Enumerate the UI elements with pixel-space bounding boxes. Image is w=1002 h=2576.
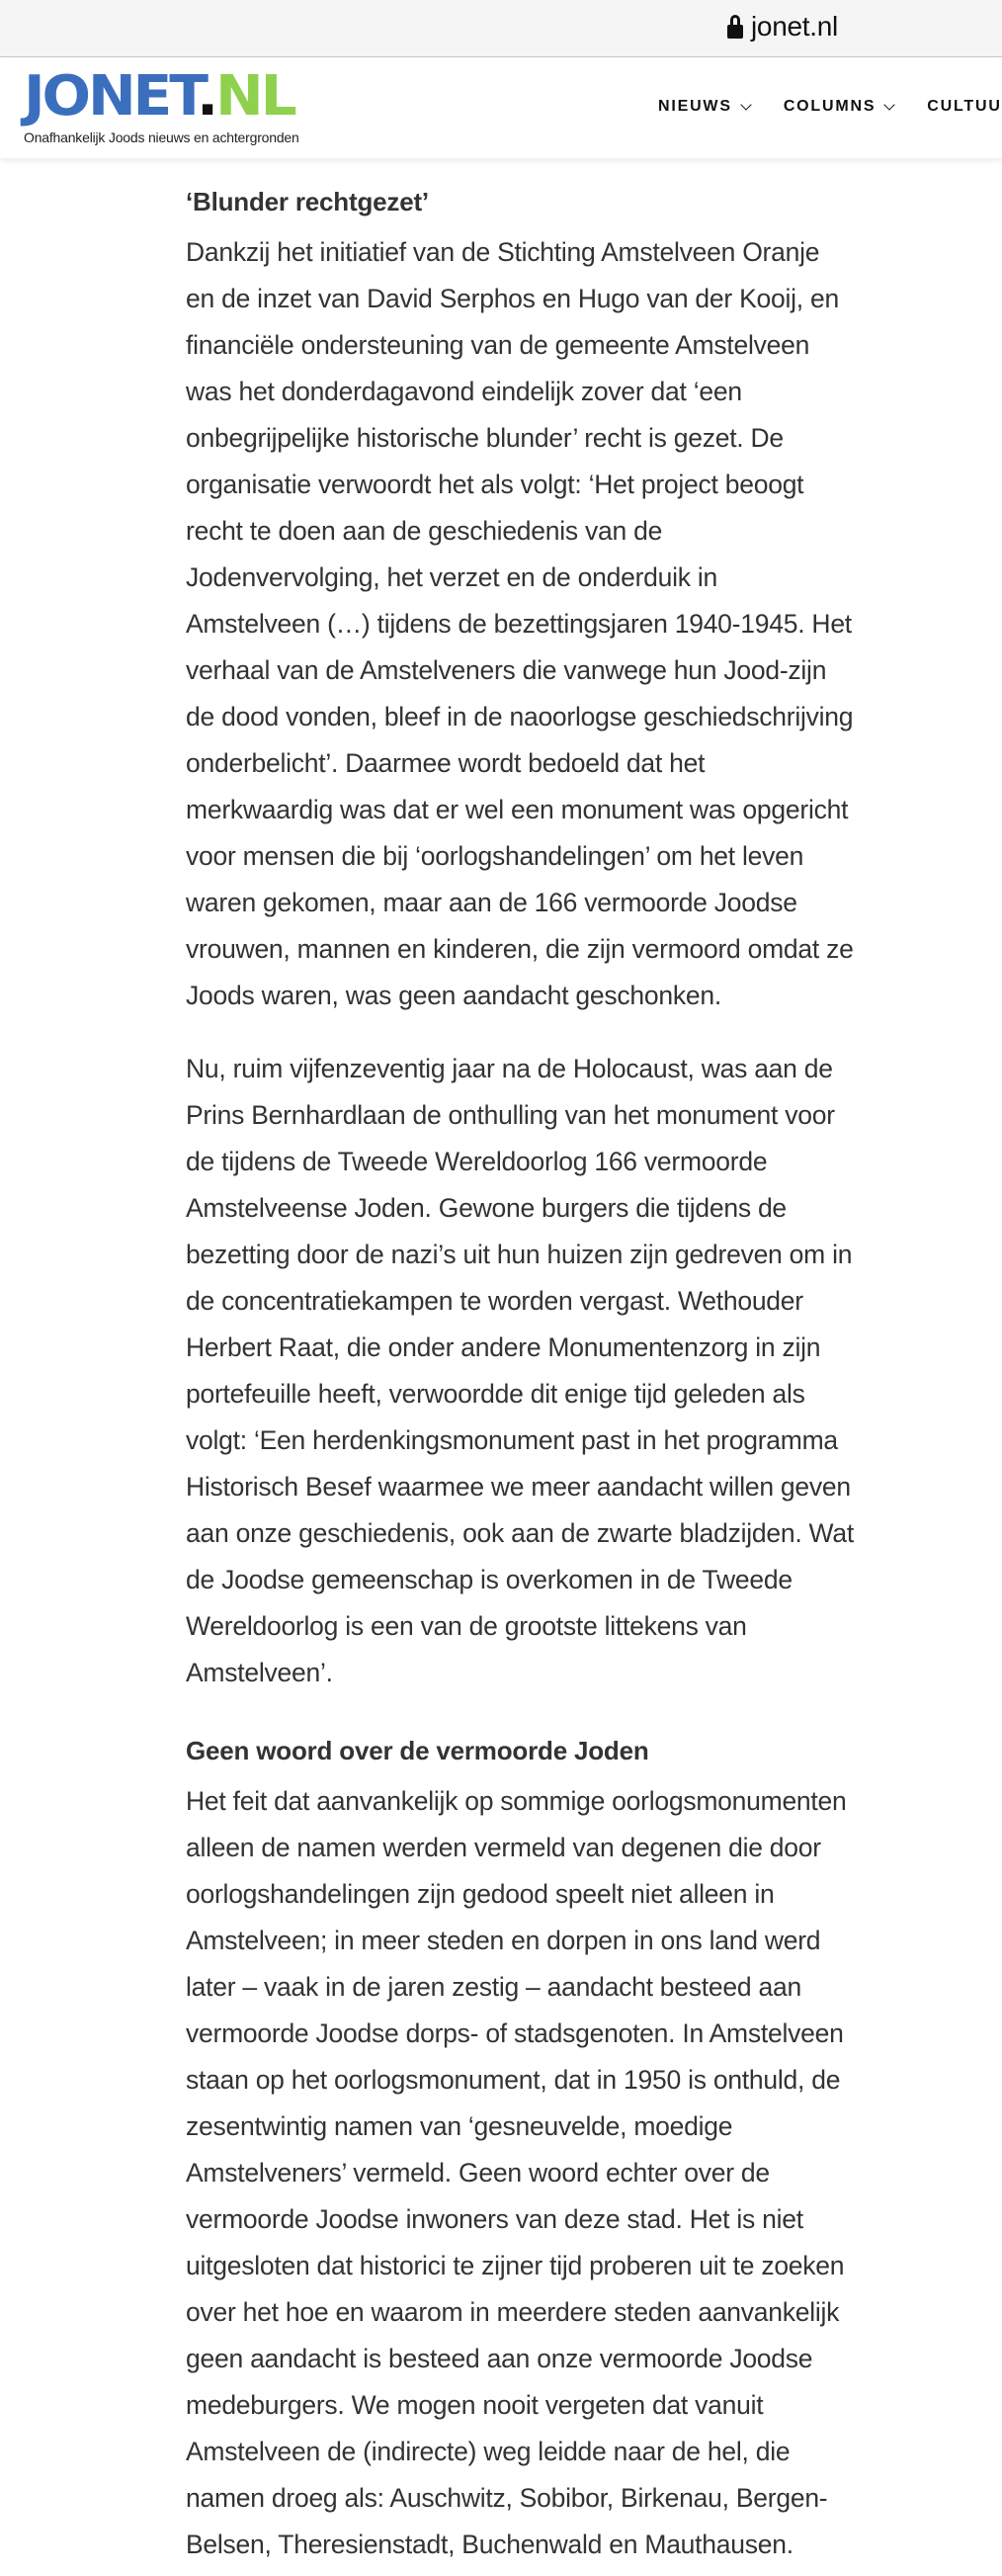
nav-label: NIEUWS — [658, 98, 732, 115]
text-line: Wereldoorlog is een van de grootste littekens van — [186, 1611, 747, 1641]
text-line: Amstelveen’. — [186, 1658, 333, 1687]
text-line: vrouwen, mannen en kinderen, die zijn vermoord omdat ze — [186, 934, 854, 964]
text-line: volgt: ‘Een herdenkingsmonument past in het programma — [186, 1425, 838, 1455]
nav-label: COLUMNS — [783, 98, 877, 115]
article-paragraph — [186, 1778, 887, 2568]
text-line: Amstelveen; in meer steden en dorpen in ons land werd — [186, 1926, 821, 1955]
text-line: de Joodse gemeenschap is overkomen in de Tweede — [186, 1565, 793, 1594]
text-line: geen aandacht is besteed aan onze vermoorde Joodse — [186, 2344, 813, 2373]
text-line: voor mensen die bij ‘oorlogshandelingen’ om het leven — [186, 841, 804, 871]
text-line: waren gekomen, maar aan de 166 vermoorde Joodse — [186, 888, 797, 917]
text-line: uitgesloten dat historici te zijner tijd proberen uit te zoeken — [186, 2251, 845, 2280]
text-line: Prins Bernhardlaan de onthulling van het monument voor — [186, 1100, 835, 1130]
text-line: Amstelveen de (indirecte) weg leidde naar de hel, die — [186, 2437, 791, 2466]
chevron-down-icon — [740, 99, 751, 110]
chevron-down-icon — [884, 99, 895, 110]
article-paragraph — [186, 229, 887, 1019]
text-line: Joods waren, was geen aandacht geschonken. — [186, 981, 721, 1010]
text-line: later – vaak in de jaren zestig – aandacht besteed aan — [186, 1972, 801, 2002]
text-line: Amstelveense Joden. Gewone burgers die tijdens de — [186, 1193, 787, 1223]
text-line: aan onze geschiedenis, ook aan de zwarte bladzijden. Wat — [186, 1518, 854, 1548]
site-header — [0, 58, 1002, 158]
text-line: zesentwintig namen van ‘gesneuvelde, moedige — [186, 2111, 733, 2141]
text-line: de concentratiekampen te worden vergast. Wethouder — [186, 1286, 803, 1316]
text-line: alleen de namen werden vermeld van degenen die door — [186, 1833, 821, 1862]
logo-dot: . — [196, 64, 216, 129]
text-line: was het donderdagavond eindelijk zover dat ‘een — [186, 377, 742, 406]
text-line: onderbelicht’. Daarmee wordt bedoeld dat het — [186, 748, 706, 778]
text-line: Belsen, Theresienstadt, Buchenwald en Mauthausen. — [186, 2530, 793, 2559]
section-heading-geen-woord: Geen woord over de vermoorde Joden — [186, 1736, 649, 1765]
site-logo[interactable] — [24, 64, 330, 147]
text-line: portefeuille heeft, verwoordde dit enige tijd geleden als — [186, 1379, 805, 1409]
nav-label: CULTUU — [927, 98, 1002, 115]
text-line: Jodenvervolging, het verzet en de onderduik in — [186, 562, 717, 592]
logo-nl: NL — [215, 64, 294, 129]
section-heading-blunder: ‘Blunder rechtgezet’ — [186, 187, 429, 216]
text-line: merkwaardig was dat er wel een monument was opgericht — [186, 795, 849, 824]
main-nav — [658, 98, 1002, 116]
lock-icon — [727, 15, 743, 39]
text-line: staan op het oorlogsmonument, dat in 1950 is onthuld, de — [186, 2065, 841, 2095]
text-line: onbegrijpelijke historische blunder’ recht is gezet. De — [186, 423, 784, 453]
text-line: Het feit dat aanvankelijk op sommige oorlogsmonumenten — [186, 1786, 847, 1816]
nav-item-columns[interactable] — [784, 98, 893, 116]
browser-address-bar — [0, 0, 1002, 57]
text-line: financiële ondersteuning van de gemeente Amstelveen — [186, 330, 810, 360]
logo-wordmark — [24, 64, 294, 129]
text-line: bezetting door de nazi’s uit hun huizen zijn gedreven om in — [186, 1240, 853, 1269]
text-line: Amstelveners’ vermeld. Geen woord echter over de — [186, 2158, 770, 2188]
article-body — [186, 168, 887, 2576]
text-line: oorlogshandelingen zijn gedood speelt niet alleen in — [186, 1879, 775, 1909]
nav-item-cultuur[interactable] — [927, 98, 1001, 116]
logo-tagline: Onafhankelijk Joods nieuws en achtergronden — [24, 129, 299, 145]
text-line: over het hoe en waarom in meerdere steden aanvankelijk — [186, 2297, 840, 2327]
text-line: Amstelveen (…) tijdens de bezettingsjaren 1940-1945. Het — [186, 609, 852, 639]
text-line: verhaal van de Amstelveners die vanwege hun Jood-zijn — [186, 655, 827, 685]
url-text: jonet.nl — [751, 11, 838, 42]
logo-jonet: JONET — [24, 64, 197, 129]
url-display[interactable] — [727, 10, 838, 43]
text-line: Nu, ruim vijfenzeventig jaar na de Holocaust, was aan de — [186, 1054, 833, 1083]
nav-item-nieuws[interactable] — [658, 98, 750, 116]
text-line: recht te doen aan de geschiedenis van de — [186, 516, 663, 546]
text-line: Dankzij het initiatief van de Stichting Amstelveen Oranje — [186, 237, 820, 267]
text-line: vermoorde Joodse dorps- of stadsgenoten. In Amstelveen — [186, 2018, 844, 2048]
text-line: organisatie verwoordt het als volgt: ‘Het project beoogt — [186, 470, 804, 499]
text-line: de tijdens de Tweede Wereldoorlog 166 vermoorde — [186, 1147, 768, 1176]
text-line: medeburgers. We mogen nooit vergeten dat vanuit — [186, 2390, 764, 2420]
text-line: en de inzet van David Serphos en Hugo van der Kooij, en — [186, 284, 839, 313]
article-paragraph — [186, 1046, 887, 1696]
text-line: Herbert Raat, die onder andere Monumentenzorg in zijn — [186, 1332, 821, 1362]
text-line: namen droeg als: Auschwitz, Sobibor, Birkenau, Bergen- — [186, 2483, 828, 2513]
text-line: vermoorde Joodse inwoners van deze stad. Het is niet — [186, 2204, 803, 2234]
text-line: Historisch Besef waarmee we meer aandacht willen geven — [186, 1472, 851, 1502]
text-line: de dood vonden, bleef in de naoorlogse geschiedschrijving — [186, 702, 854, 731]
